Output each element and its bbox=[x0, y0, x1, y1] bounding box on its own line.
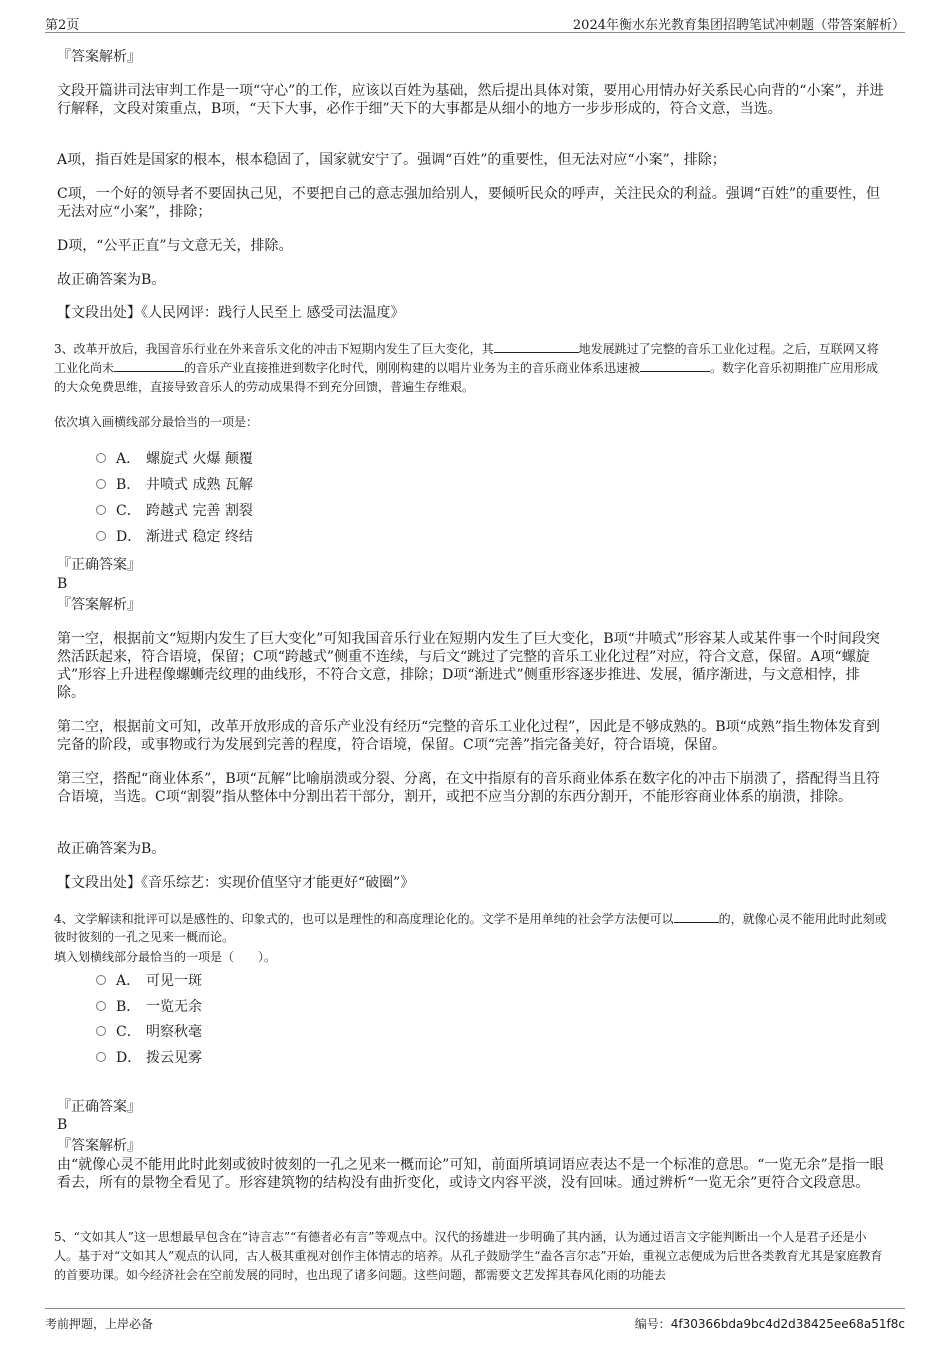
radio-icon[interactable] bbox=[96, 505, 106, 515]
q3-blank-1 bbox=[494, 340, 579, 353]
radio-icon[interactable] bbox=[96, 975, 106, 985]
q4-option-b[interactable]: B． 一览无余 bbox=[96, 998, 202, 1016]
radio-icon[interactable] bbox=[96, 479, 106, 489]
page-number: 第2页 bbox=[45, 18, 80, 33]
radio-icon[interactable] bbox=[96, 1001, 106, 1011]
footer-slogan: 考前押题，上岸必备 bbox=[45, 1317, 154, 1331]
q3-stem: 3、改革开放后，我国音乐行业在外来音乐文化的冲击下短期内发生了巨大变化，其 地发展跳过了完整的音乐工业化过程。之后，互联网又将工业化尚未 的音乐产业直接推进到数字化时代，刚刚构建的以唱片业务为主的音乐商业体系迅速被 。数字化音乐初期推广应用形成的大众免费思维，直接导致音乐人的劳动成果得不到充分回馈，普遍生存维艰。 bbox=[54, 342, 879, 394]
q3-source bbox=[57, 874, 887, 892]
q3-conclusion: 故正确答案为B。 bbox=[57, 841, 166, 857]
page-footer bbox=[45, 1308, 905, 1333]
q2-source-label: 【文段出处】 bbox=[57, 305, 141, 321]
q3-blank-3 bbox=[640, 359, 710, 372]
q3-prompt: 依次填入画横线部分最恰当的一项是： bbox=[54, 415, 259, 429]
q4-analysis-label: 『答案解析』 bbox=[57, 1138, 141, 1154]
page-header bbox=[45, 10, 905, 33]
q2-analysis-option-a: A项，指百姓是国家的根本，根本稳固了，国家就安宁了。强调“百姓”的重要性，但无法对应“小案”，排除； bbox=[57, 152, 726, 168]
q3-source-text: 《音乐综艺：实现价值坚守才能更好“破圈”》 bbox=[141, 875, 415, 891]
q2-source-text: 《人民网评：践行人民至上 感受司法温度》 bbox=[141, 305, 405, 321]
q3-option-a[interactable]: A． 螺旋式 火爆 颠覆 bbox=[96, 450, 253, 468]
q3-answer: B bbox=[57, 576, 68, 592]
q4-analysis: 由“就像心灵不能用此时此刻或彼时彼刻的一孔之见来一概而论”可知，前面所填词语应表达不是一个标准的意思。“一览无余”是指一眼看去，所有的景物全看见了。形容建筑物的结构没有曲折变化，或诗文内容平淡，没有回味。通过辨析“一览无余”更符合文段意思。 bbox=[57, 1157, 884, 1191]
q2-analysis-label: 『答案解析』 bbox=[57, 49, 141, 65]
q3-option-d[interactable]: D． 渐进式 稳定 终结 bbox=[96, 528, 253, 546]
footer-code: 编号：4f30366bda9bc4d2d38425ee68a51f8c bbox=[634, 1317, 905, 1331]
q3-option-c[interactable]: C． 跨越式 完善 割裂 bbox=[96, 502, 253, 520]
q2-conclusion: 故正确答案为B。 bbox=[57, 272, 166, 288]
q4-answer: B bbox=[57, 1117, 68, 1133]
q3-option-b[interactable]: B． 井喷式 成熟 瓦解 bbox=[96, 476, 253, 494]
q3-analysis-p2: 第二空，根据前文可知，改革开放形成的音乐产业没有经历“完整的音乐工业化过程”，因此是不够成熟的。B项“成熟”指生物体发育到完备的阶段，或事物或行为发展到完善的程度，符合语境，保留。C项“完善”指完备美好，符合语境，保留。 bbox=[57, 719, 880, 753]
q4-stem: 4、文学解读和批评可以是感性的、印象式的，也可以是理性的和高度理论化的。文学不是用单纯的社会学方法便可以 的，就像心灵不能用此时此刻或彼时彼刻的一孔之见来一概而论。 bbox=[54, 912, 887, 944]
q2-analysis-option-c: C项，一个好的领导者不要固执己见，不要把自己的意志强加给别人，要倾听民众的呼声，关注民众的利益。强调“百姓”的重要性，但无法对应“小案”，排除； bbox=[57, 186, 881, 220]
q4-answer-label: 『正确答案』 bbox=[57, 1099, 141, 1115]
radio-icon[interactable] bbox=[96, 1026, 106, 1036]
q3-source-label: 【文段出处】 bbox=[57, 875, 141, 891]
q2-source bbox=[57, 304, 887, 322]
q5-stem: 5、“文如其人”这一思想最早包含在“诗言志”“有德者必有言”等观点中。汉代的扬雄进一步明确了其内涵，认为通过语言文字能判断出一个人是君子还是小人。基于对“文如其人”观点的认同，古人极其重视对创作主体情志的培养。从孔子鼓励学生“盍各言尔志”开始，重视立志便成为后世各类教育尤其是家庭教育的首要功课。如今经济社会在空前发展的同时，也出现了诸多问题。这些问题，都需要文艺发挥其春风化雨的功能去 bbox=[54, 1230, 883, 1282]
q4-option-c[interactable]: C． 明察秋毫 bbox=[96, 1023, 202, 1041]
q3-analysis-label: 『答案解析』 bbox=[57, 597, 141, 613]
q2-analysis-p1: 文段开篇讲司法审判工作是一项“守心”的工作，应该以百姓为基础，然后提出具体对策，要用心用情办好关系民心向背的“小案”，并进行解释，文段对策重点，B项，“天下大事，必作于细”天下的大事都是从细小的地方一步步形成的，符合文意，当选。 bbox=[57, 83, 884, 117]
q3-analysis-p1: 第一空，根据前文“短期内发生了巨大变化”可知我国音乐行业在短期内发生了巨大变化，B项“井喷式”形容某人或某件事一个时间段突然活跃起来，符合语境，保留；C项“跨越式”侧重不连续，与后文“跳过了完整的音乐工业化过程”对应，符合文意，保留。A项“螺旋式”形容上升进程像螺蛳壳纹理的曲线形，不符合文意，排除；D项“渐进式”侧重形容逐步推进、发展，循序渐进，与文意相悖，排除。 bbox=[57, 631, 880, 701]
document-title: 2024年衡水东光教育集团招聘笔试冲刺题（带答案解析） bbox=[572, 18, 905, 33]
q4-option-d[interactable]: D． 拨云见雾 bbox=[96, 1049, 202, 1067]
q3-answer-label: 『正确答案』 bbox=[57, 557, 141, 573]
q4-blank bbox=[674, 910, 719, 923]
radio-icon[interactable] bbox=[96, 453, 106, 463]
radio-icon[interactable] bbox=[96, 1052, 106, 1062]
q3-blank-2 bbox=[114, 359, 184, 372]
q3-analysis-p3: 第三空，搭配“商业体系”，B项“瓦解”比喻崩溃或分裂、分离，在文中指原有的音乐商业体系在数字化的冲击下崩溃了，搭配得当且符合语境，当选。C项“割裂”指从整体中分割出若干部分，割开，或把不应当分割的东西分割开，不能形容商业体系的崩溃，排除。 bbox=[57, 771, 880, 805]
radio-icon[interactable] bbox=[96, 531, 106, 541]
q2-analysis-option-d: D项，“公平正直”与文意无关，排除。 bbox=[57, 238, 293, 254]
q4-option-a[interactable]: A． 可见一斑 bbox=[96, 972, 202, 990]
q4-prompt: 填入划横线部分最恰当的一项是（ ）。 bbox=[54, 950, 277, 964]
